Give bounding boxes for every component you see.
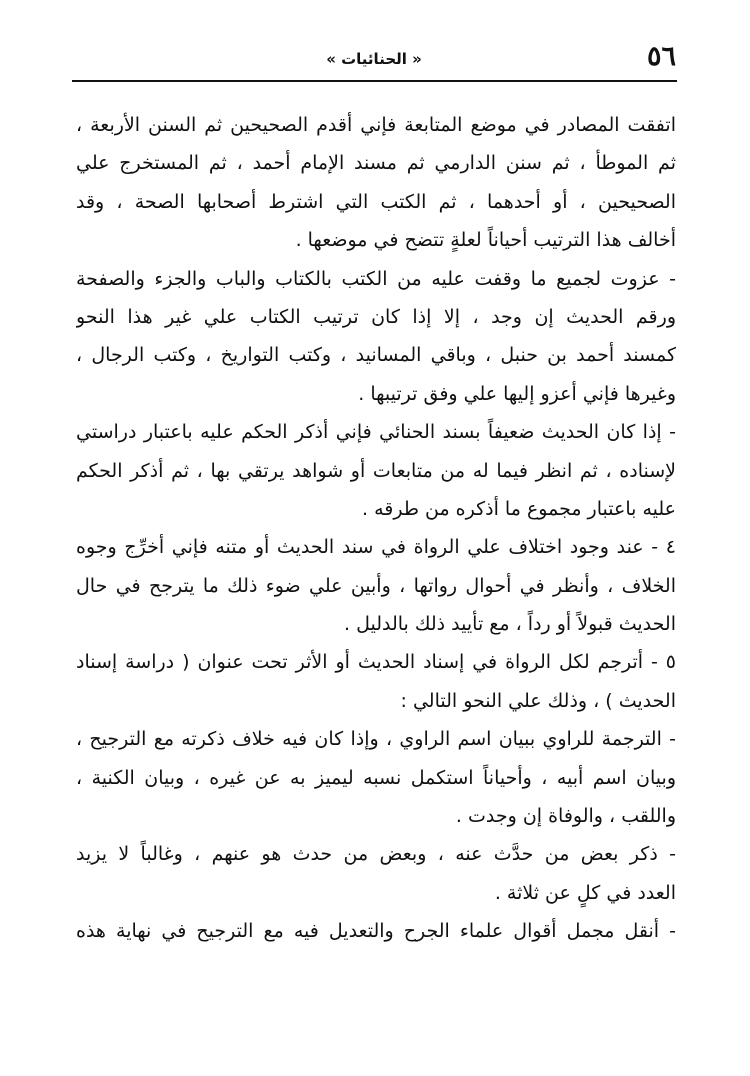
- text-line: - عزوت لجميع ما وقفت عليه من الكتب بالكتاب والباب والجزء والصفحة: [76, 267, 676, 290]
- text-line: الخلاف ، وأنظر في أحوال رواتها ، وأبين علي ضوء ذلك ما يترجح في حال: [76, 574, 676, 597]
- text-line: - أنقل مجمل أقوال علماء الجرح والتعديل فيه مع الترجيح في نهاية هذه: [76, 920, 676, 943]
- text-line: ورقم الحديث إن وجد ، إلا إذا كان ترتيب الكتاب علي غير هذا النحو: [76, 305, 676, 328]
- body-text: [76, 106, 676, 951]
- page-header: [72, 40, 676, 78]
- running-title: « الحنائيات »: [326, 50, 422, 68]
- text-line: واللقب ، والوفاة إن وجدت .: [455, 805, 676, 828]
- text-line: عليه باعتبار مجموع ما أذكره من طرقه .: [362, 497, 676, 520]
- text-line: - ذكر بعض من حدَّث عنه ، وبعض من حدث هو عنهم ، وغالباً لا يزيد: [76, 843, 676, 866]
- text-line: - إذا كان الحديث ضعيفاً بسند الحنائي فإني أذكر الحكم عليه باعتبار دراستي: [76, 421, 676, 444]
- page-number: ٥٦: [646, 41, 676, 72]
- text-line: ٤ - عند وجود اختلاف علي الرواة في سند الحديث أو متنه فإني أخرِّج وجوه: [76, 536, 676, 559]
- header-divider: [72, 80, 677, 82]
- text-line: أخالف هذا الترتيب أحياناً لعلةٍ تتضح في موضعها .: [295, 229, 676, 252]
- text-line: وبيان اسم أبيه ، وأحياناً استكمل نسبه ليميز به عن غيره ، وبيان الكنية ،: [76, 766, 676, 789]
- text-line: الحديث قبولاً أو رداً ، مع تأييد ذلك بالدليل .: [344, 613, 676, 636]
- text-line: كمسند أحمد بن حنبل ، وباقي المسانيد ، وكتب التواريخ ، وكتب الرجال ،: [76, 344, 676, 367]
- text-line: - الترجمة للراوي ببيان اسم الراوي ، وإذا كان فيه خلاف ذكرته مع الترجيح ،: [76, 728, 676, 751]
- text-line: وغيرها فإني أعزو إليها علي وفق ترتيبها .: [358, 382, 676, 405]
- text-line: ثم الموطأ ، ثم سنن الدارمي ثم مسند الإمام أحمد ، ثم المستخرج علي: [76, 152, 676, 175]
- text-line: اتفقت المصادر في موضع المتابعة فإني أقدم الصحيحين ثم السنن الأربعة ،: [76, 114, 676, 136]
- text-line: الحديث ) ، وذلك علي النحو التالي :: [400, 689, 676, 712]
- text-line: ٥ - أترجم لكل الرواة في إسناد الحديث أو الأثر تحت عنوان ( دراسة إسناد: [76, 651, 676, 674]
- text-line: لإسناده ، ثم انظر فيما له من متابعات أو شواهد يرتقي بها ، ثم أذكر الحكم: [76, 459, 676, 482]
- text-line: الصحيحين ، أو أحدهما ، ثم الكتب التي اشترط أصحابها الصحة ، وقد: [76, 190, 676, 213]
- text-line: العدد في كلٍ عن ثلاثة .: [494, 881, 676, 904]
